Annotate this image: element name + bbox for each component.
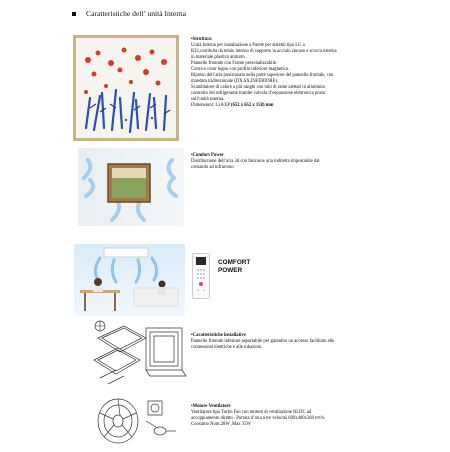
installative-title: •Caratteristiche installative <box>191 333 246 338</box>
turbo-fan-icon <box>92 385 182 447</box>
struttura-line: Unità Interna per installazione a Parete per sistemi tipo LG a <box>191 43 305 48</box>
struttura-line: Scambiatore di calore a più ranghi con tubi di rame alettati in alluminio <box>191 85 326 90</box>
struttura-line: in materiale plastico antiurto . <box>191 55 248 60</box>
motore-line: Consumo Nom.28W ,Max 35W <box>191 422 251 427</box>
flower-painting-icon <box>76 38 176 138</box>
wall-unit-image <box>78 148 184 226</box>
struttura-line: Ripreso dell’aria posizionata nella parte superiore del pannello frontale, con <box>191 73 334 78</box>
struttura-line: Pannello frontale con Frame personalizzabile. <box>191 61 278 66</box>
motore-line: Ventilatore tipo Turbo Fan con motore di ventilazione BLDC ad <box>191 410 312 415</box>
installative-section <box>191 333 396 351</box>
struttura-title: •Struttura <box>191 37 212 42</box>
motore-title: •Motore Ventilatore <box>191 404 231 409</box>
page-heading <box>72 9 186 18</box>
struttura-line: controllo del refrigerante tramite valvola d’espansione elettronica posta <box>191 91 325 96</box>
room-scene-icon <box>74 244 185 316</box>
comfort-badge-line: POWER <box>218 267 243 274</box>
bullet-square-icon <box>72 12 76 16</box>
comfort-power-title: •Comfort Power <box>191 153 224 158</box>
struttura-line: mandata tridirezionale (DX,SX,INFERIORE). <box>191 79 279 84</box>
installative-line: connessioni elettriche e alle tubazioni. <box>191 345 263 350</box>
struttura-line: Cornice color legno con profilo inferiore magnetico. <box>191 67 290 72</box>
dimensions-label: Dimensioni: LxAXP <box>191 103 230 108</box>
room-photo-image <box>74 244 185 316</box>
comfort-power-line: comando ad infrarosso <box>191 165 234 170</box>
painting-frame-image <box>73 35 179 141</box>
comfort-power-badge <box>218 259 250 275</box>
comfort-power-section <box>191 153 396 171</box>
turbo-fan-image <box>92 385 182 447</box>
struttura-line: sull’unità esterna. <box>191 97 225 102</box>
motore-line: accoppiamento diretto . Portata d’aria a tre velocità 600x400x360 m³/h. <box>191 416 326 421</box>
struttura-section <box>191 37 391 109</box>
page-heading-text: Caratteristiche dell’ unità Interna <box>86 9 187 18</box>
dimensions-value: (652 x 652 x 158) mm <box>230 103 274 108</box>
painting-canvas <box>76 38 176 138</box>
comfort-badge-line: COMFORT <box>218 259 251 266</box>
remote-control-icon <box>193 254 209 298</box>
installative-line: Pannello frontale inferiore asportabile per garantire un accesso facilitato alle <box>191 339 335 344</box>
motore-section <box>191 404 396 428</box>
wall-unit-icon <box>78 148 184 226</box>
dimensions-line <box>191 103 391 109</box>
struttura-line: R32,costituita da telaio interno di supporto in acciaio zincato e scocca esterna <box>191 49 337 54</box>
remote-control-image <box>192 253 210 299</box>
comfort-power-line: Distribuzione dell’aria 3d con funzione aria indiretta impostabile dal <box>191 159 320 164</box>
